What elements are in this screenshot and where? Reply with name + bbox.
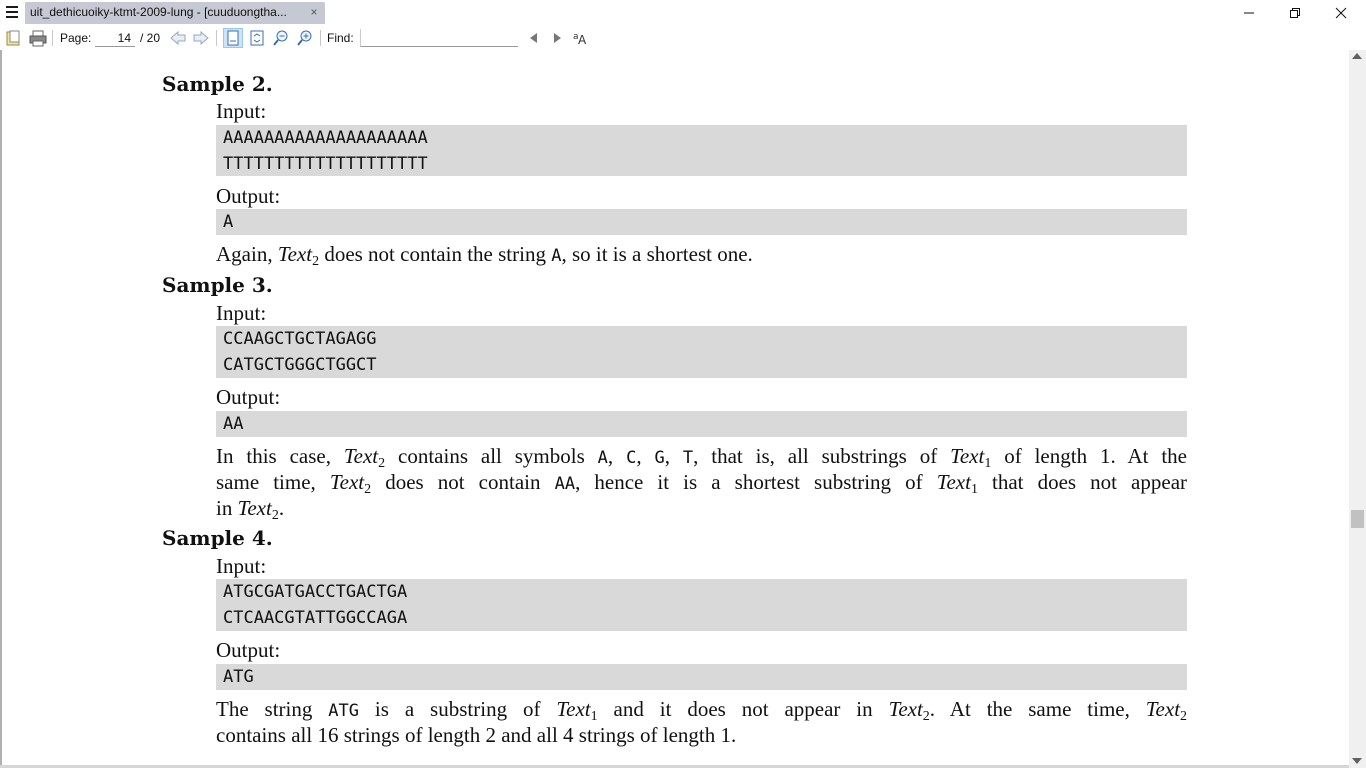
restore-icon [1289,7,1301,19]
code-line: AA [223,414,244,434]
title-bar [0,0,1366,26]
zoom-out-icon[interactable] [271,28,291,48]
output-label: Output: [216,385,281,409]
tab-close-icon[interactable]: × [310,5,318,19]
document-viewer[interactable] [0,50,1366,768]
output-code-block [216,664,1187,690]
code-line: CTCAACGTATTGGCCAGA [223,608,408,628]
svg-text:a: a [573,32,579,42]
output-code-block [216,411,1187,437]
restore-button[interactable] [1272,2,1318,24]
find-label: Find: [327,31,354,45]
toolbar-separator [216,30,217,46]
page-label: Page: [60,31,92,45]
code-line: ATG [223,667,254,687]
output-label: Output: [216,638,281,662]
code-line: A [223,212,234,232]
scrollbar-thumb[interactable] [1351,510,1364,528]
input-code-block [216,125,1187,176]
input-label: Input: [216,301,267,325]
scroll-up-arrow-icon[interactable] [1352,53,1362,59]
print-icon[interactable] [28,28,48,48]
open-file-icon[interactable] [4,28,24,48]
output-code-block [216,209,1187,235]
sample-heading: Sample 2. [162,72,273,96]
page-total: / 20 [140,31,161,45]
sample-heading: Sample 4. [162,526,273,550]
input-code-block [216,326,1187,378]
sample-heading: Sample 3. [162,273,273,297]
zoom-in-icon[interactable] [295,28,315,48]
input-label: Input: [216,99,267,123]
page-left-edge [0,50,2,768]
match-case-icon[interactable] [571,28,591,48]
hamburger-menu-icon[interactable] [2,2,22,22]
input-code-block [216,579,1187,631]
scroll-down-arrow-icon[interactable] [1352,758,1362,764]
tab-title: uit_dethicuoiky-ktmt-2009-lung - [cuuduongtha... [30,5,287,19]
fit-page-icon[interactable] [223,28,243,48]
code-line: TTTTTTTTTTTTTTTTTTTT [223,154,428,174]
page-number-input[interactable] [95,29,135,47]
next-page-icon[interactable] [191,28,211,48]
svg-text:A: A [578,33,587,47]
sample-explanation: In this case, Text$_2$ contains all symbols A, C, G, T, that is, all substrings of Text$_1$ of length 1. At the same time, Text$_2$ does not contain AA, hence it is a shortest substring of Text$_1$ that does not appear in Text$_2$. [216,444,1188,523]
document-tab[interactable] [25,2,325,24]
sample-explanation: Again, Text$_2$ does not contain the string A, so it is a shortest one. [216,242,753,269]
fit-width-icon[interactable] [247,28,267,48]
output-label: Output: [216,184,281,208]
code-line: CCAAGCTGCTAGAGG [223,329,377,349]
toolbar-separator [52,30,53,46]
close-window-button[interactable] [1318,2,1364,24]
toolbar-separator [320,30,321,46]
close-icon [1335,7,1347,19]
minimize-icon [1243,7,1255,19]
find-previous-icon[interactable] [524,28,544,48]
input-label: Input: [216,554,267,578]
sample-explanation: The string ATG is a substring of Text$_1$ and it does not appear in Text$_2$. At the same time, Text$_2$ contains all 16 strings of length 2 and all 4 strings of length 1. [216,697,1188,747]
previous-page-icon[interactable] [168,28,188,48]
code-line: CATGCTGGGCTGGCT [223,355,377,375]
code-line: AAAAAAAAAAAAAAAAAAAA [223,128,428,148]
toolbar [0,26,1366,50]
find-input[interactable] [360,29,518,47]
find-next-icon[interactable] [547,28,567,48]
code-line: ATGCGATGACCTGACTGA [223,582,408,602]
minimize-button[interactable] [1226,2,1272,24]
vertical-scrollbar[interactable] [1349,50,1366,768]
